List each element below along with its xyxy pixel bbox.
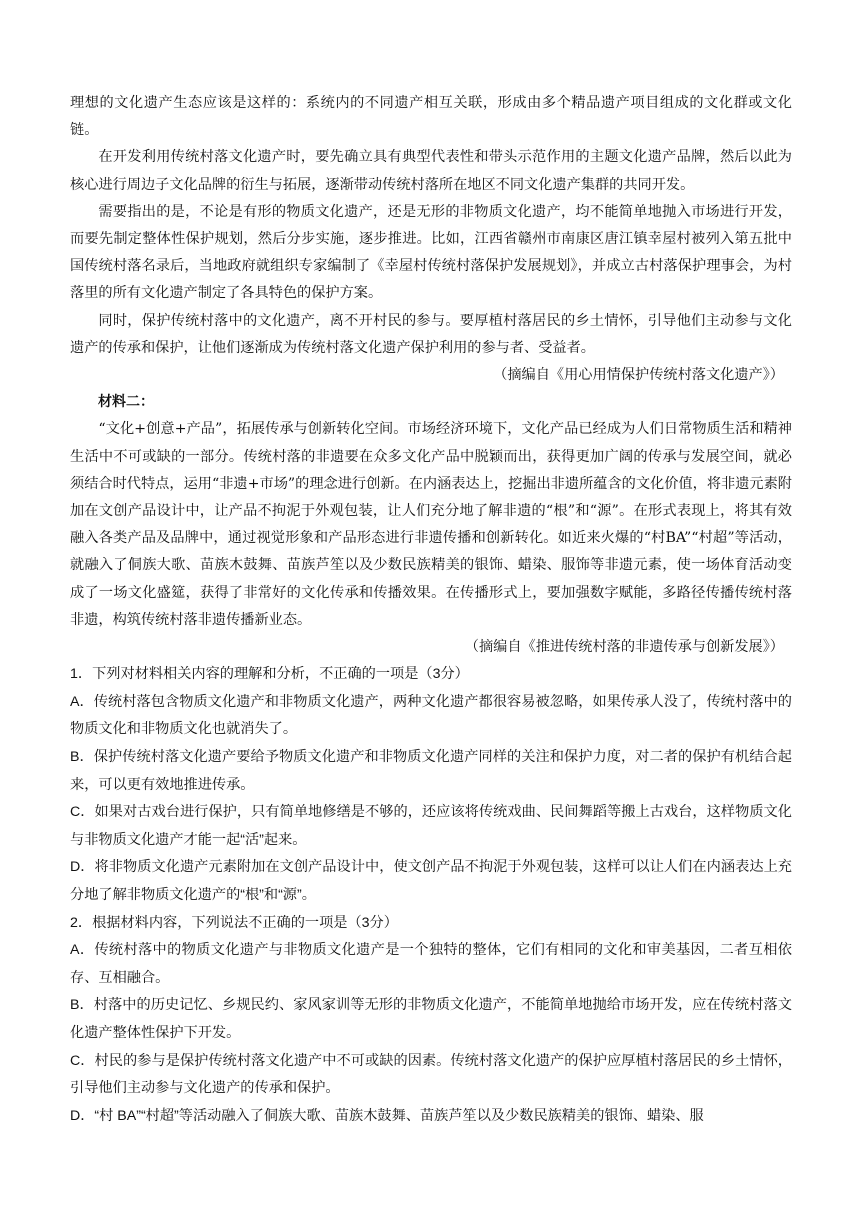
paragraph: 需要指出的是，不论是有形的物质文化遗产，还是无形的非物质文化遗产，均不能简单地抛入市场进行开发，而要先制定整体性保护规划，然后分步实施，逐步推进。比如，江西省赣州市南康区唐江镇幸屋村被列入第五批中国传统村落名录后，当地政府就组织专家编制了《幸屋村传统村落保护发展规划》，并成立古村落保护理事会，为村落里的所有文化遗产制定了各具特色的保护方案。 <box>70 203 792 302</box>
paragraph: 在开发利用传统村落文化遗产时，要先确立具有典型代表性和带头示范作用的主题文化遗产品牌，然后以此为核心进行周边子文化品牌的衍生与拓展，逐渐带动传统村落所在地区不同文化遗产集群的共同开发。 <box>70 149 792 193</box>
source-citation: （摘编自《推进传统村落的非遗传承与创新发展》） <box>464 639 784 656</box>
question-stem: 1．下列对材料相关内容的理解和分析，不正确的一项是（3分） <box>70 666 469 683</box>
question-option: D．将非物质文化遗产元素附加在文创产品设计中，使文创产品不拘泥于外观包装，这样可以让人们在内涵表达上充分地了解非物质文化遗产的“根”和“源”。 <box>70 859 792 904</box>
question-option: C．村民的参与是保护传统村落文化遗产中不可或缺的因素。传统村落文化遗产的保护应厚植村落居民的乡土情怀，引导他们主动参与文化遗产的传承和保护。 <box>70 1052 792 1097</box>
question-option: D．“村 BA”“村超”等活动融入了侗族大歌、苗族木鼓舞、苗族芦笙以及少数民族精美的银饰、蜡染、服 <box>70 1107 704 1124</box>
material-heading: 材料二： <box>98 394 154 411</box>
question-option: B．村落中的历史记忆、乡规民约、家风家训等无形的非物质文化遗产，不能简单地抛给市场开发，应在传统村落文化遗产整体性保护下开发。 <box>70 997 792 1041</box>
source-citation: （摘编自《用心用情保护传统村落文化遗产》） <box>493 367 784 384</box>
question-option: A．传统村落包含物质文化遗产和非物质文化遗产，两种文化遗产都很容易被忽略，如果传承人没了，传统村落中的物质文化和非物质文化也就消失了。 <box>70 693 792 738</box>
question-option: B．保护传统村落文化遗产要给予物质文化遗产和非物质文化遗产同样的关注和保护力度，对二者的保护有机结合起来，可以更有效地推进传承。 <box>70 749 792 793</box>
paragraph: 同时，保护传统村落中的文化遗产，离不开村民的参与。要厚植村落居民的乡土情怀，引导他们主动参与文化遗产的传承和保护，让他们逐渐成为传统村落文化遗产保护利用的参与者、受益者。 <box>70 312 792 356</box>
paragraph: “文化+创意+产品”，拓展传承与创新转化空间。市场经济环境下，文化产品已经成为人们日常物质生活和精神生活中不可或缺的一部分。传统村落的非遗要在众多文化产品中脱颖而出，获得更加广阔的传承与发展空间，就必须结合时代特点，运用“非遗+市场”的理念进行创新。在内涵表达上，挖掘出非遗所蕴含的文化价值，将非遗元素附加在文创产品设计中，让产品不拘泥于外观包装，让人们充分地了解非遗的“根”和“源”。在形式表现上，将其有效融入各类产品及品牌中，通过视觉形象和产品形态进行非遗传播和创新转化。如近来火爆的“村BA”“村超”等活动，就融入了侗族大歌、苗族木鼓舞、苗族芦笙以及少数民族精美的银饰、蜡染、服饰等非遗元素，使一场体育活动变成了一场文化盛筵，获得了非常好的文化传承和传播效果。在传播形式上，要加强数字赋能，多路径传播传统村落非遗，构筑传统村落非遗传播新业态。 <box>70 421 792 628</box>
question-option: A．传统村落中的物质文化遗产与非物质文化遗产是一个独特的整体，它们有相同的文化和审美基因，二者互相依存、互相融合。 <box>70 942 792 986</box>
document-page <box>70 90 792 1130</box>
paragraph: 理想的文化遗产生态应该是这样的：系统内的不同遗产相互关联，形成由多个精品遗产项目组成的文化群或文化链。 <box>70 95 792 139</box>
question-stem: 2．根据材料内容，下列说法不正确的一项是（3分） <box>70 914 398 931</box>
question-option: C．如果对古戏台进行保护，只有简单地修缮是不够的，还应该将传统戏曲、民间舞蹈等搬上古戏台，这样物质文化与非物质文化遗产才能一起“活”起来。 <box>70 804 792 848</box>
